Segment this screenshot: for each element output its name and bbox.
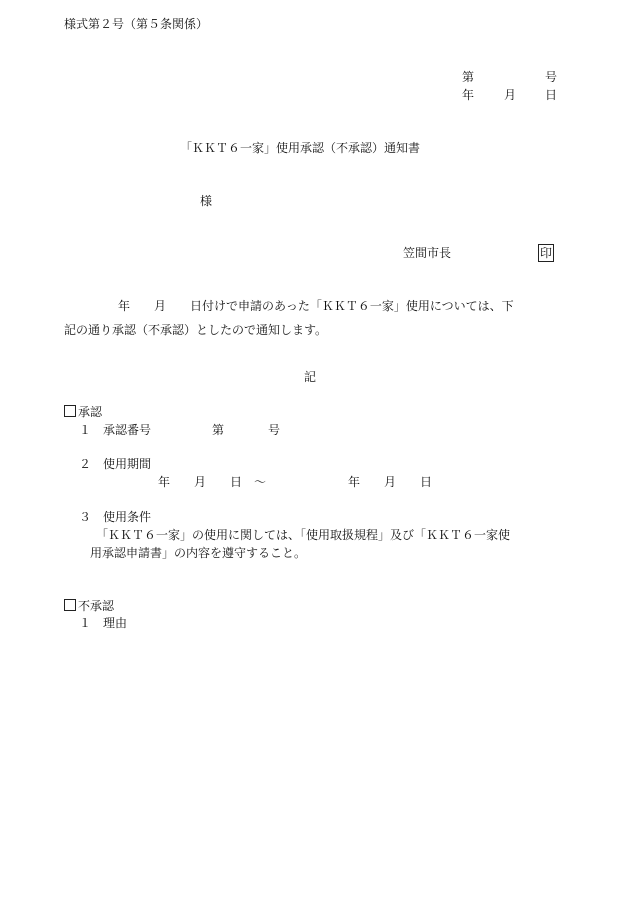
document-title: 「ＫＫＴ６一家」使用承認（不承認）通知書 bbox=[180, 141, 421, 155]
disapproval-checkbox[interactable] bbox=[64, 599, 76, 611]
doc-date-year: 年 bbox=[462, 88, 475, 102]
form-label: 様式第２号（第５条関係） bbox=[64, 17, 209, 31]
condition-line-2: 用承認申請書」の内容を遵守すること。 bbox=[90, 546, 307, 560]
issuer-name: 笠間市長 bbox=[403, 246, 452, 260]
approval-heading bbox=[64, 405, 102, 418]
seal-stamp: 印 bbox=[539, 246, 552, 260]
ki-heading: 記 bbox=[304, 370, 317, 384]
body-paragraph bbox=[64, 294, 574, 342]
approval-item-3-label: ３ 使用条件 bbox=[79, 510, 152, 524]
doc-number-dai: 第 bbox=[462, 70, 475, 84]
body-line-1: 年 月 日付けで申請のあった「ＫＫＴ６一家」使用については、下 bbox=[118, 299, 514, 313]
doc-date-month: 月 bbox=[504, 88, 517, 102]
body-line-2: 記の通り承認（不承認）としたので通知します。 bbox=[64, 323, 328, 337]
period-to: 年 月 日 bbox=[348, 475, 433, 489]
approval-number-dai: 第 bbox=[212, 423, 225, 437]
approval-number-go: 号 bbox=[268, 423, 281, 437]
approval-checkbox[interactable] bbox=[64, 405, 76, 417]
addressee-suffix: 様 bbox=[200, 194, 213, 208]
disapproval-heading bbox=[64, 599, 114, 612]
doc-date-day: 日 bbox=[545, 88, 558, 102]
condition-line-1: 「ＫＫＴ６一家」の使用に関しては、「使用取扱規程」及び「ＫＫＴ６一家使 bbox=[96, 528, 511, 542]
disapproval-item-1-label: １ 理由 bbox=[79, 616, 128, 630]
approval-item-1-label: １ 承認番号 bbox=[79, 423, 152, 437]
period-from: 年 月 日 ～ bbox=[158, 475, 267, 489]
doc-number-go: 号 bbox=[545, 70, 558, 84]
approval-item-2-label: ２ 使用期間 bbox=[79, 457, 152, 471]
disapproval-heading-label: 不承認 bbox=[78, 599, 115, 613]
approval-heading-label: 承認 bbox=[78, 405, 103, 419]
